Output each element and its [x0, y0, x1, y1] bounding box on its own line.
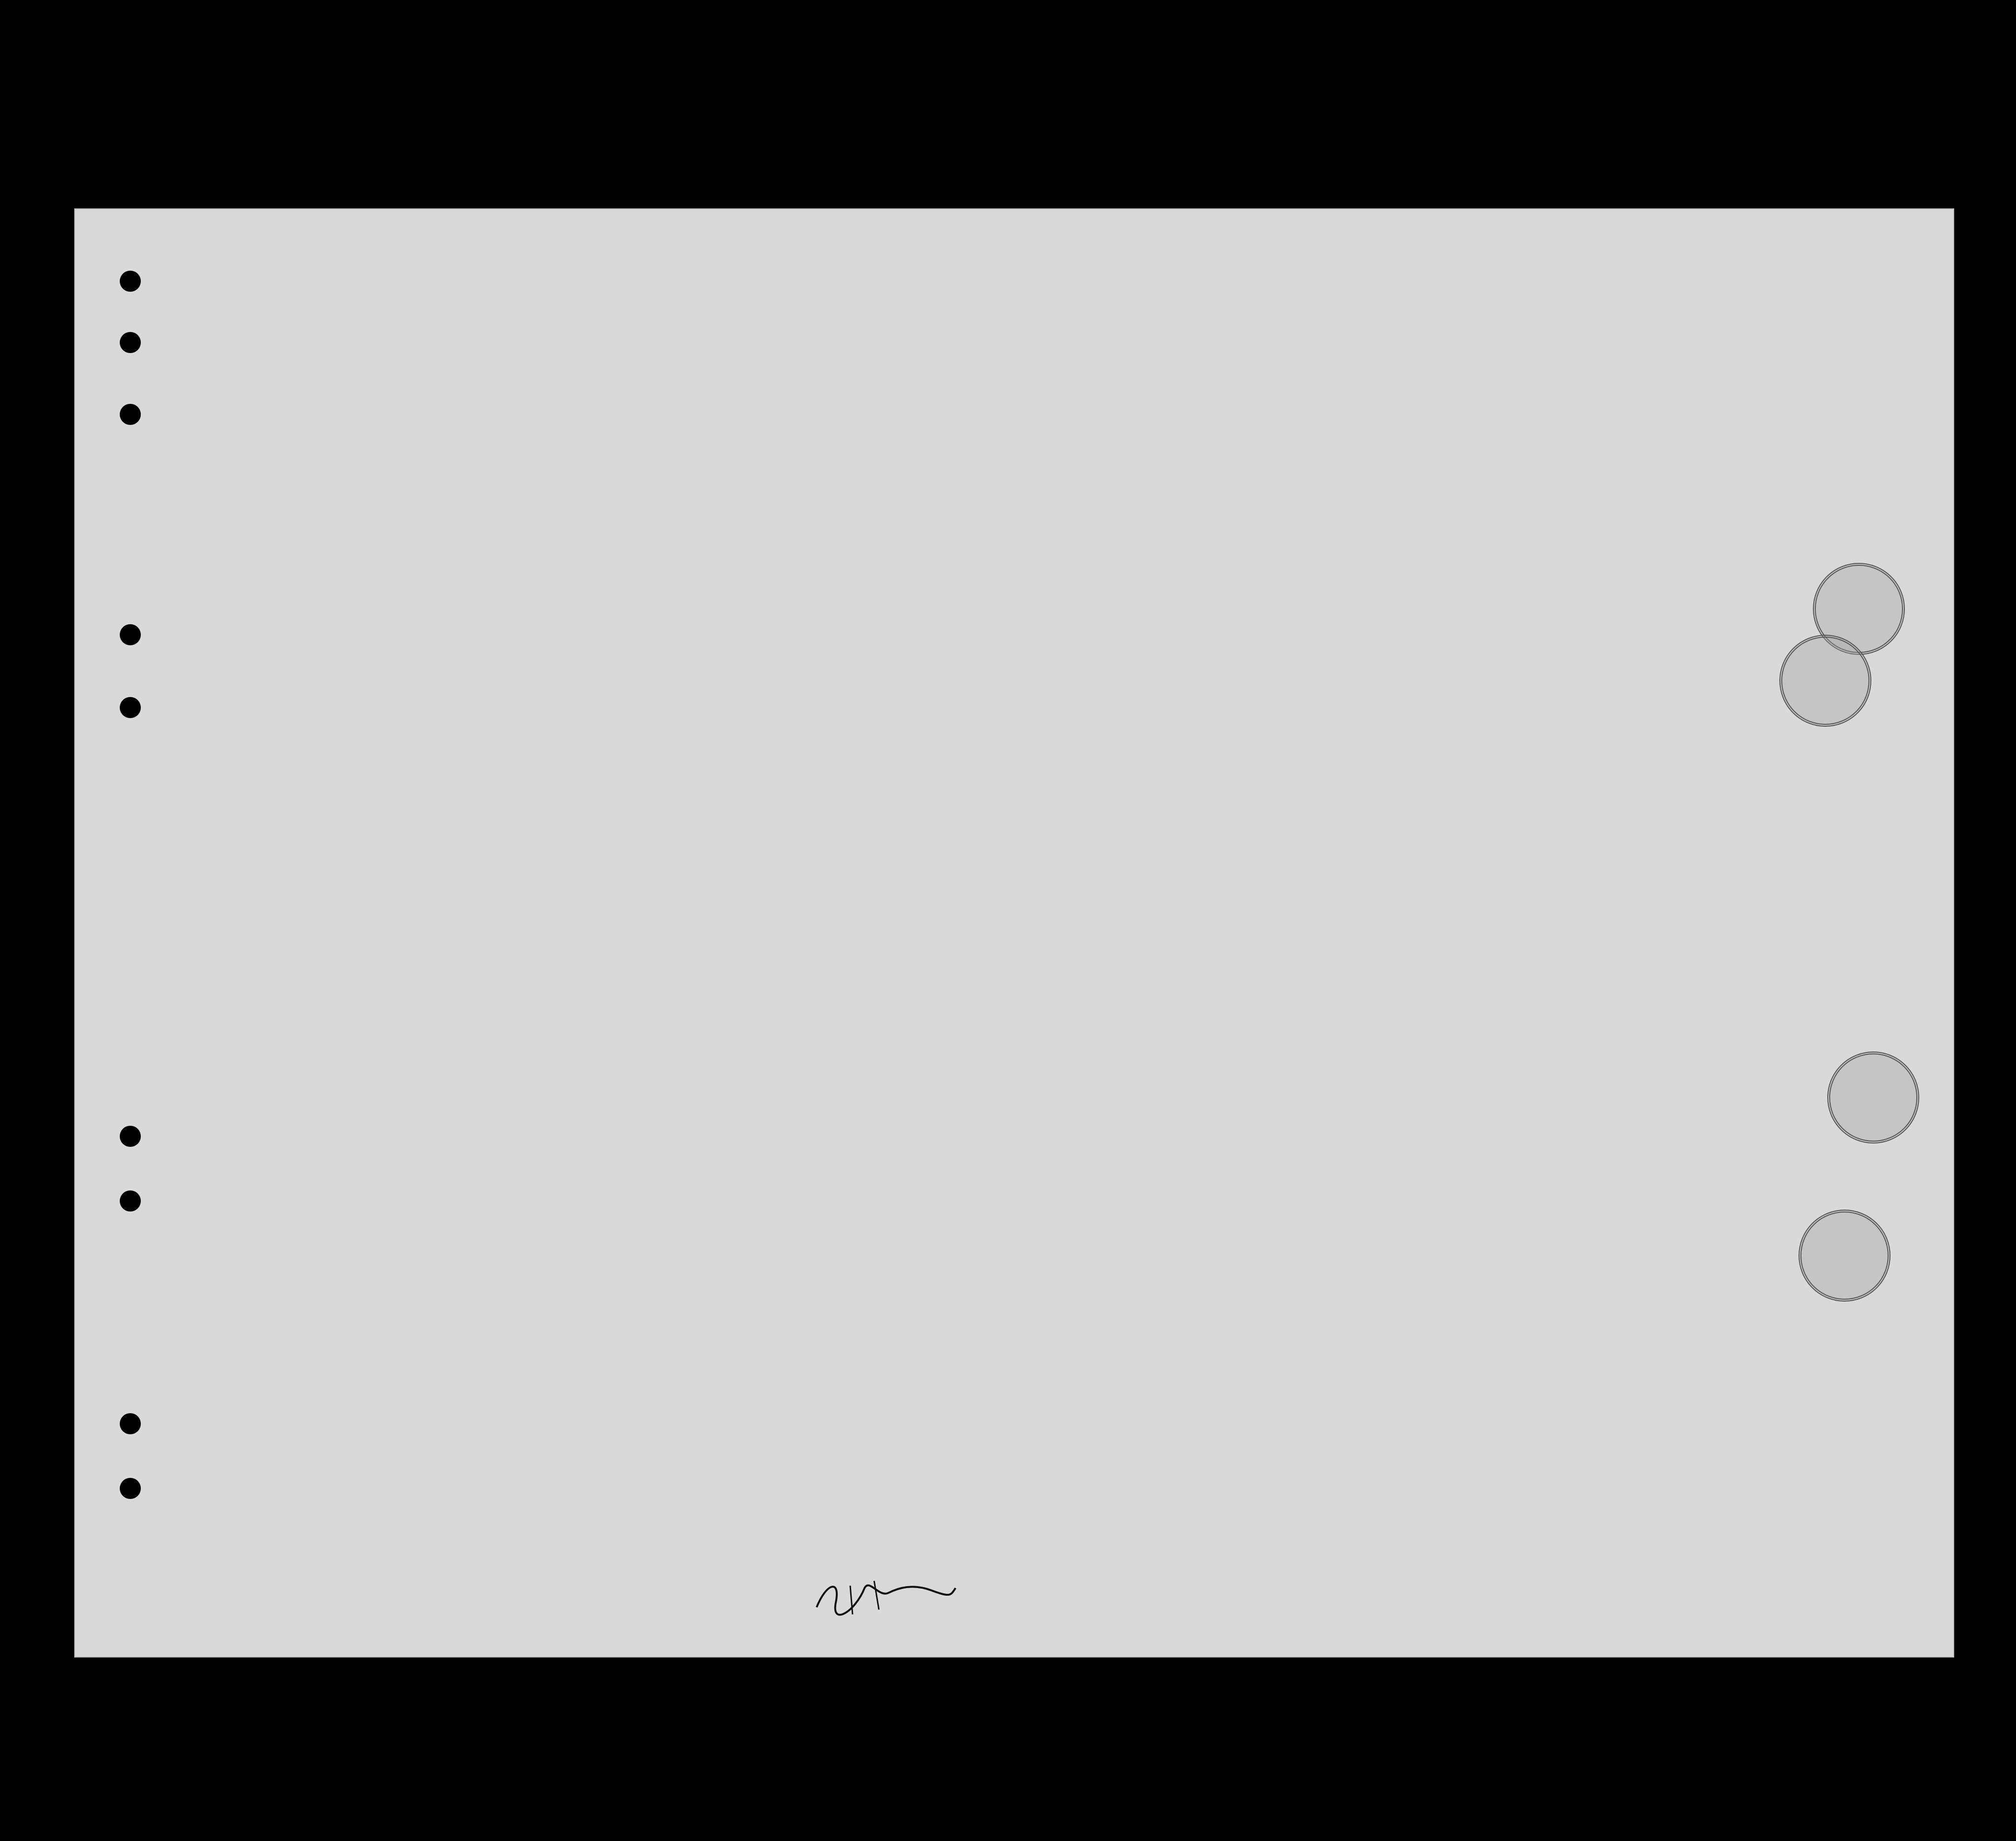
- manifest-sheet: [74, 208, 1954, 1658]
- punch-hole: [120, 332, 141, 353]
- manifest-table: [74, 383, 1954, 1578]
- immigration-seal: [1827, 1052, 1919, 1143]
- inspector-signature: [807, 1574, 960, 1622]
- immigration-seal: [1779, 635, 1871, 727]
- immigration-seal: [1799, 1210, 1891, 1302]
- punch-hole: [120, 271, 141, 292]
